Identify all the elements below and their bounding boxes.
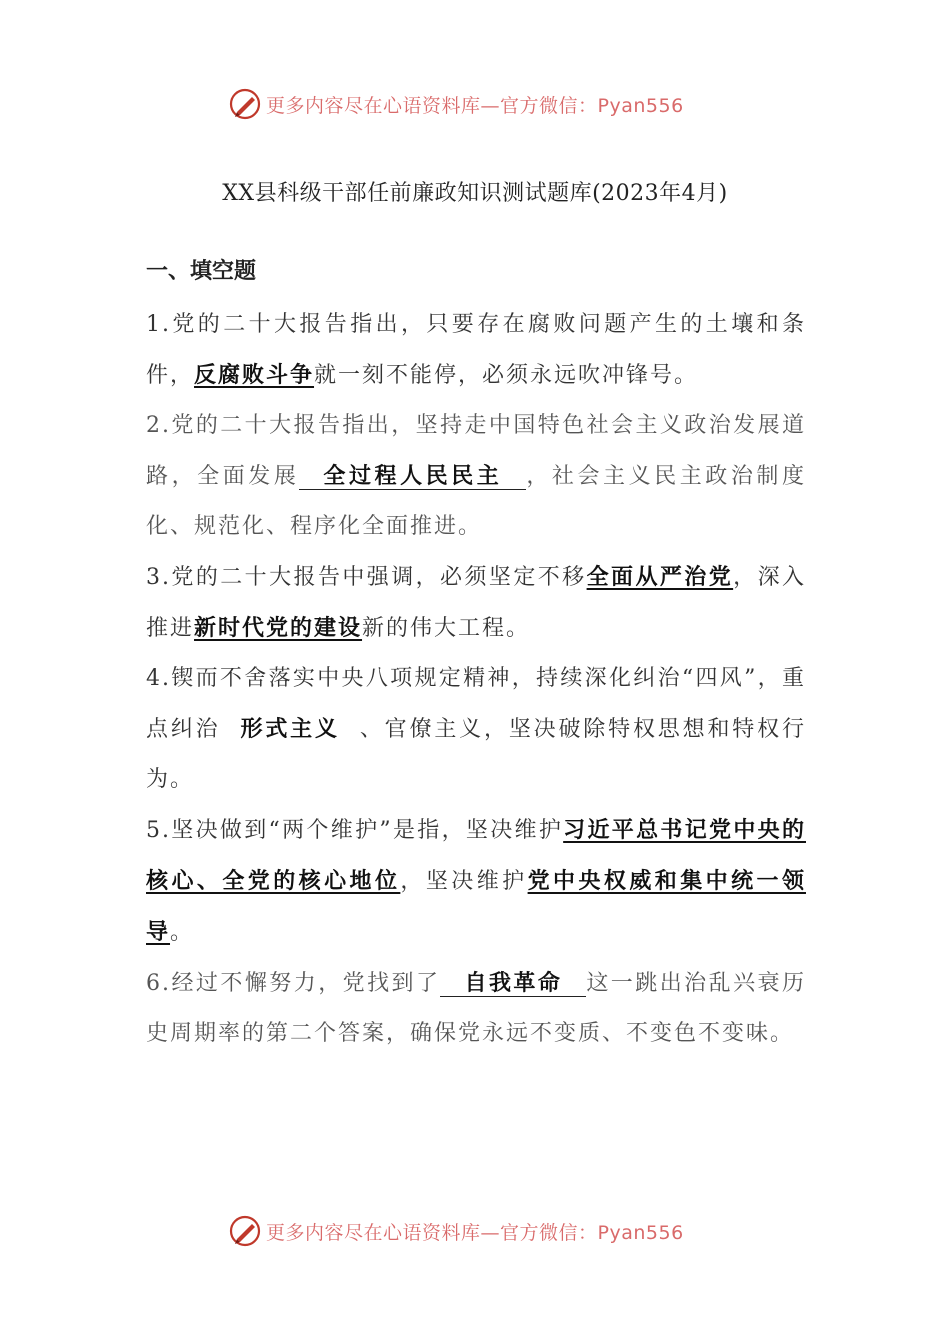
answer-text: 反腐败斗争 bbox=[194, 362, 315, 388]
answer-text: 自我革命 bbox=[464, 970, 563, 996]
answer-text: 全过程人民民主 bbox=[323, 463, 503, 489]
question-item: 4.锲而不舍落实中央八项规定精神，持续深化纠治“四风”，重点纠治 形式主义 、官僚主义，坚决破除特权思想和特权行为。 bbox=[146, 666, 806, 792]
watermark-text: 更多内容尽在心语资料库—官方微信：Pyan556 bbox=[266, 1221, 684, 1244]
question-item: 6.经过不懈努力，党找到了 自我革命 这一跳出治乱兴衰历史周期率的第二个答案，确保党永远不变质、不变色不变味。 bbox=[146, 970, 806, 1046]
question-item: 2.党的二十大报告指出，坚持走中国特色社会主义政治发展道路，全面发展 全过程人民民主 ，社会主义民主政治制度化、规范化、程序化全面推进。 bbox=[146, 413, 806, 539]
answer-text: 党中央权威和集中统一领导 bbox=[146, 868, 806, 945]
watermark-banner-bottom bbox=[228, 1211, 748, 1251]
answer-text: 全面从严治党 bbox=[586, 564, 734, 590]
question-item: 5.坚决做到“两个维护”是指，坚决维护习近平总书记党中央的核心、全党的核心地位，坚决维护党中央权威和集中统一领导。 bbox=[146, 817, 806, 945]
watermark-banner-top bbox=[228, 84, 748, 124]
question-list bbox=[146, 300, 806, 1059]
pen-logo-icon bbox=[228, 1214, 262, 1248]
question-item: 1.党的二十大报告指出，只要存在腐败问题产生的土壤和条件，反腐败斗争就一刻不能停，必须永远吹冲锋号。 bbox=[146, 312, 806, 388]
section-heading: 一、填空题 bbox=[146, 258, 257, 284]
answer-text: 新时代党的建设 bbox=[194, 615, 363, 641]
answer-text: 形式主义 bbox=[240, 716, 340, 742]
pen-logo-icon bbox=[228, 87, 262, 121]
answer-text: 习近平总书记党中央的核心、全党的核心地位 bbox=[146, 817, 806, 894]
question-item: 3.党的二十大报告中强调，必须坚定不移全面从严治党，深入推进新时代党的建设新的伟大工程。 bbox=[146, 564, 806, 641]
document-title: XX县科级干部任前廉政知识测试题库(2023年4月) bbox=[222, 181, 728, 206]
watermark-text: 更多内容尽在心语资料库—官方微信：Pyan556 bbox=[266, 94, 684, 117]
